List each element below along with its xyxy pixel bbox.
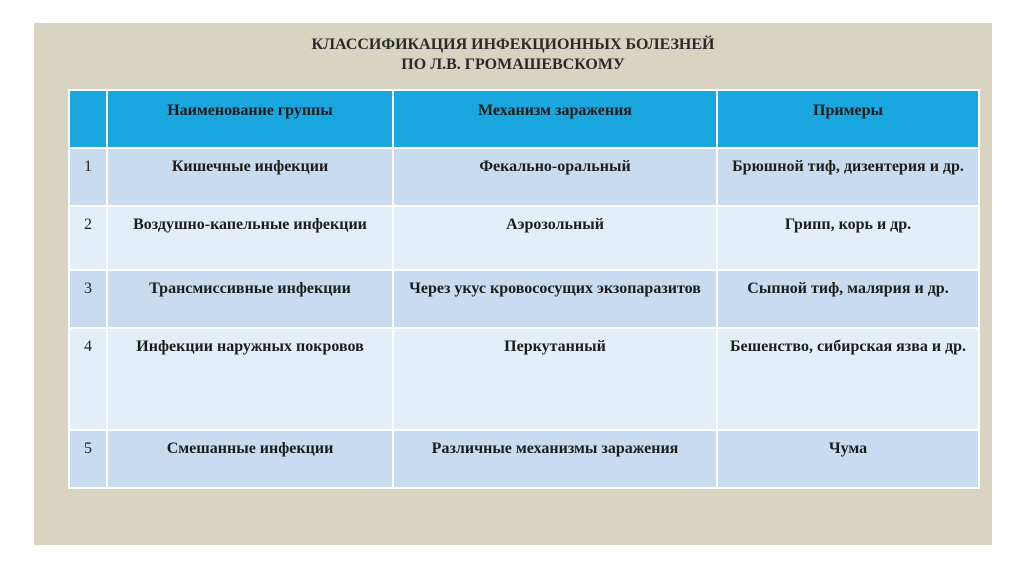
row-mechanism: Фекально-оральный	[393, 148, 717, 206]
row-number: 1	[69, 148, 107, 206]
row-number: 5	[69, 430, 107, 488]
slide-title	[34, 35, 992, 75]
row-group: Кишечные инфекции	[107, 148, 393, 206]
row-mechanism: Аэрозольный	[393, 206, 717, 270]
header-mechanism: Механизм заражения	[393, 90, 717, 148]
table-row	[69, 328, 979, 430]
row-number: 2	[69, 206, 107, 270]
title-line-2: ПО Л.В. ГРОМАШЕВСКОМУ	[401, 56, 625, 73]
row-group: Трансмиссивные инфекции	[107, 270, 393, 328]
row-group: Инфекции наружных покровов	[107, 328, 393, 430]
row-examples: Сыпной тиф, малярия и др.	[717, 270, 979, 328]
row-mechanism: Перкутанный	[393, 328, 717, 430]
row-examples: Бешенство, сибирская язва и др.	[717, 328, 979, 430]
table-row	[69, 270, 979, 328]
table-row	[69, 430, 979, 488]
row-mechanism: Через укус кровососущих экзопаразитов	[393, 270, 717, 328]
row-number: 4	[69, 328, 107, 430]
row-examples: Брюшной тиф, дизентерия и др.	[717, 148, 979, 206]
slide	[34, 23, 992, 545]
table-row	[69, 206, 979, 270]
row-group: Воздушно-капельные инфекции	[107, 206, 393, 270]
classification-table	[68, 89, 980, 489]
table-row	[69, 148, 979, 206]
row-examples: Чума	[717, 430, 979, 488]
row-group: Смешанные инфекции	[107, 430, 393, 488]
row-examples: Грипп, корь и др.	[717, 206, 979, 270]
row-number: 3	[69, 270, 107, 328]
header-examples: Примеры	[717, 90, 979, 148]
table-header-row	[69, 90, 979, 148]
header-group-name: Наименование группы	[107, 90, 393, 148]
title-line-1: КЛАССИФИКАЦИЯ ИНФЕКЦИОННЫХ БОЛЕЗНЕЙ	[311, 36, 715, 53]
header-number	[69, 90, 107, 148]
row-mechanism: Различные механизмы заражения	[393, 430, 717, 488]
